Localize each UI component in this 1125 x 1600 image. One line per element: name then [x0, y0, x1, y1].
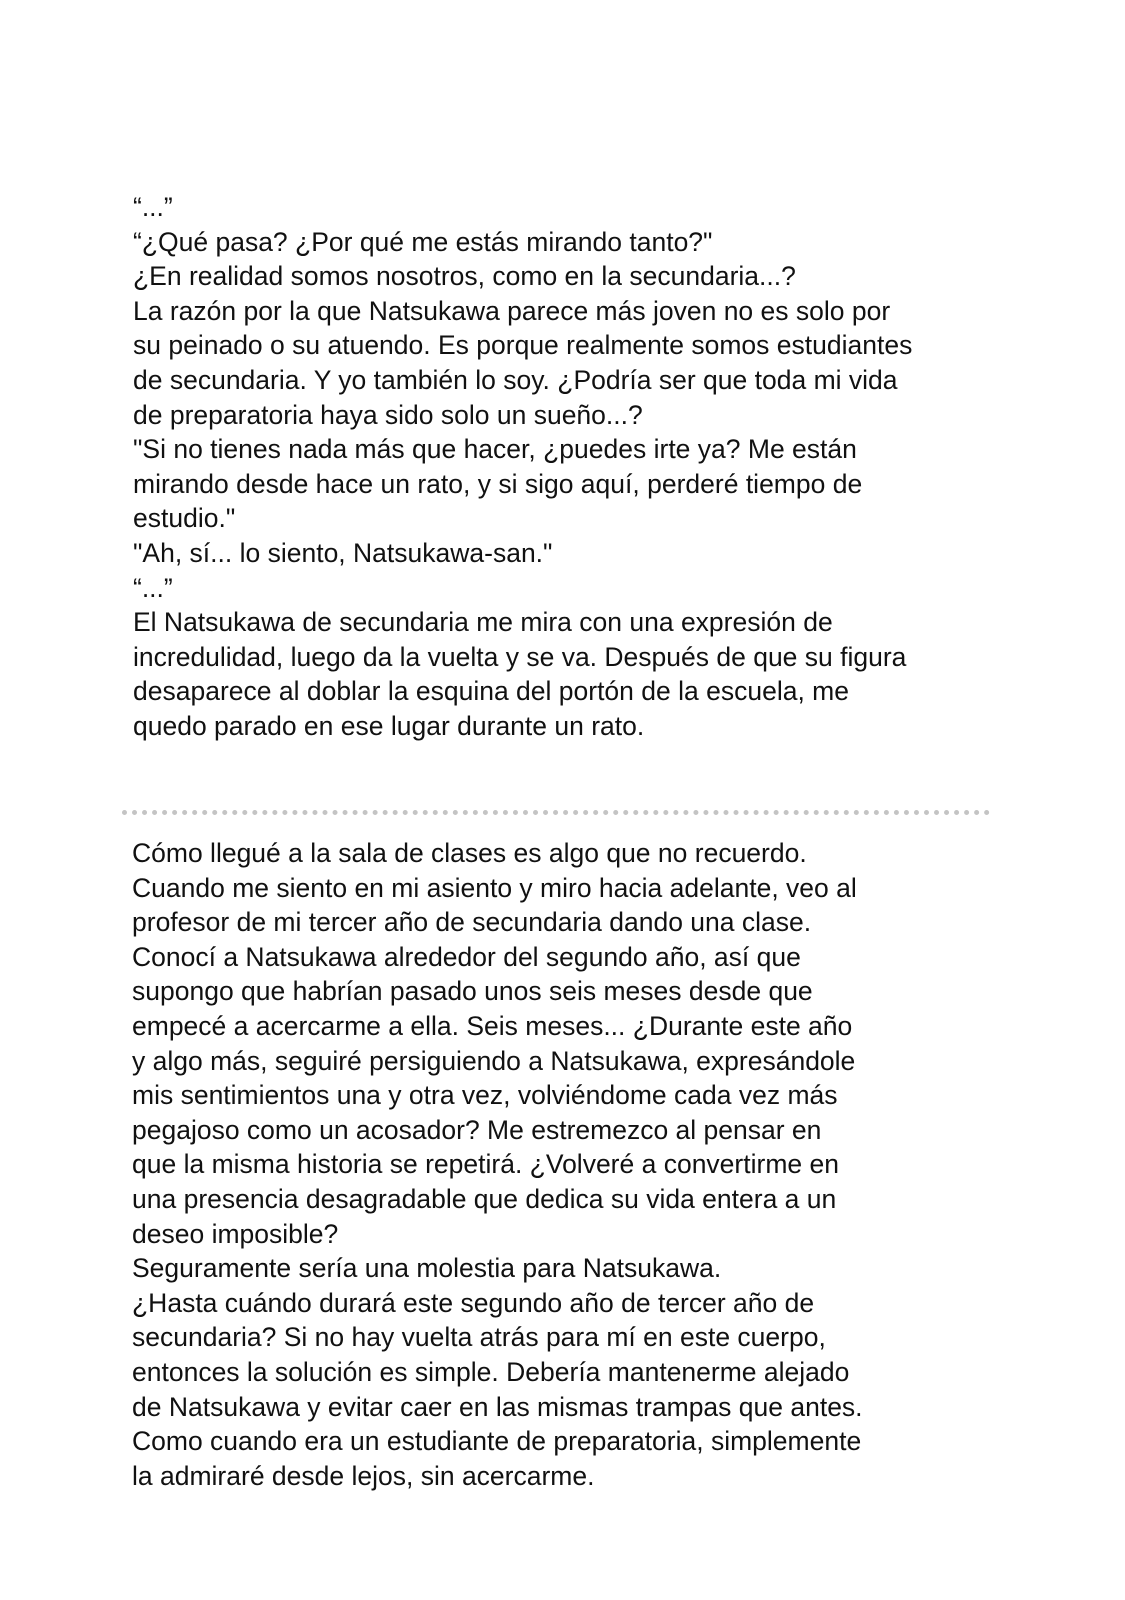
text-line: de Natsukawa y evitar caer en las mismas trampas que antes.: [132, 1391, 863, 1422]
text-line: una presencia desagradable que dedica su vida entera a un: [132, 1183, 837, 1214]
text-line: ¿Hasta cuándo durará este segundo año de tercer año de: [132, 1287, 815, 1318]
text-line: "Ah, sí... lo siento, Natsukawa-san.": [133, 537, 553, 568]
text-line: "Si no tienes nada más que hacer, ¿puedes irte ya? Me están: [133, 434, 857, 465]
text-line: mirando desde hace un rato, y si sigo aquí, perderé tiempo de: [133, 468, 863, 499]
text-line: “...”: [133, 572, 173, 603]
text-line: entonces la solución es simple. Debería mantenerme alejado: [132, 1356, 850, 1387]
text-line: ¿En realidad somos nosotros, como en la secundaria...?: [133, 261, 796, 292]
text-line: Como cuando era un estudiante de preparatoria, simplemente: [132, 1426, 862, 1457]
text-line: desaparece al doblar la esquina del portón de la escuela, me: [133, 676, 849, 707]
text-line: mis sentimientos una y otra vez, volviéndome cada vez más: [132, 1080, 838, 1111]
text-line: estudio.": [133, 503, 236, 534]
text-line: supongo que habrían pasado unos seis meses desde que: [132, 976, 813, 1007]
text-line: profesor de mi tercer año de secundaria dando una clase.: [132, 907, 812, 938]
text-line: “¿Qué pasa? ¿Por qué me estás mirando tanto?": [133, 226, 713, 257]
dotted-section-divider: [122, 810, 990, 815]
text-line: secundaria? Si no hay vuelta atrás para mí en este cuerpo,: [132, 1322, 826, 1353]
text-line: la admiraré desde lejos, sin acercarme.: [132, 1460, 595, 1491]
text-line: Cómo llegué a la sala de clases es algo que no recuerdo.: [132, 838, 807, 868]
text-line: su peinado o su atuendo. Es porque realmente somos estudiantes: [133, 330, 913, 361]
text-section-1: [133, 190, 1013, 744]
text-line: La razón por la que Natsukawa parece más joven no es solo por: [133, 295, 891, 326]
text-line: El Natsukawa de secundaria me mira con una expresión de: [133, 607, 833, 638]
text-line: “...”: [133, 192, 173, 222]
text-line: incredulidad, luego da la vuelta y se va. Después de que su figura: [133, 641, 907, 672]
text-line: Cuando me siento en mi asiento y miro hacia adelante, veo al: [132, 872, 857, 903]
text-line: Seguramente sería una molestia para Natsukawa.: [132, 1253, 722, 1284]
text-line: de preparatoria haya sido solo un sueño...?: [133, 399, 643, 430]
text-line: que la misma historia se repetirá. ¿Volveré a convertirme en: [132, 1149, 839, 1180]
text-line: empecé a acercarme a ella. Seis meses... ¿Durante este año: [132, 1010, 853, 1041]
text-line: quedo parado en ese lugar durante un rato.: [133, 710, 645, 741]
text-line: y algo más, seguiré persiguiendo a Natsukawa, expresándole: [132, 1045, 856, 1076]
text-line: Conocí a Natsukawa alrededor del segundo año, así que: [132, 941, 801, 972]
text-line: de secundaria. Y yo también lo soy. ¿Podría ser que toda mi vida: [133, 364, 898, 395]
text-line: deseo imposible?: [132, 1218, 339, 1249]
text-section-2: [132, 836, 1012, 1493]
text-line: pegajoso como un acosador? Me estremezco al pensar en: [132, 1114, 822, 1145]
